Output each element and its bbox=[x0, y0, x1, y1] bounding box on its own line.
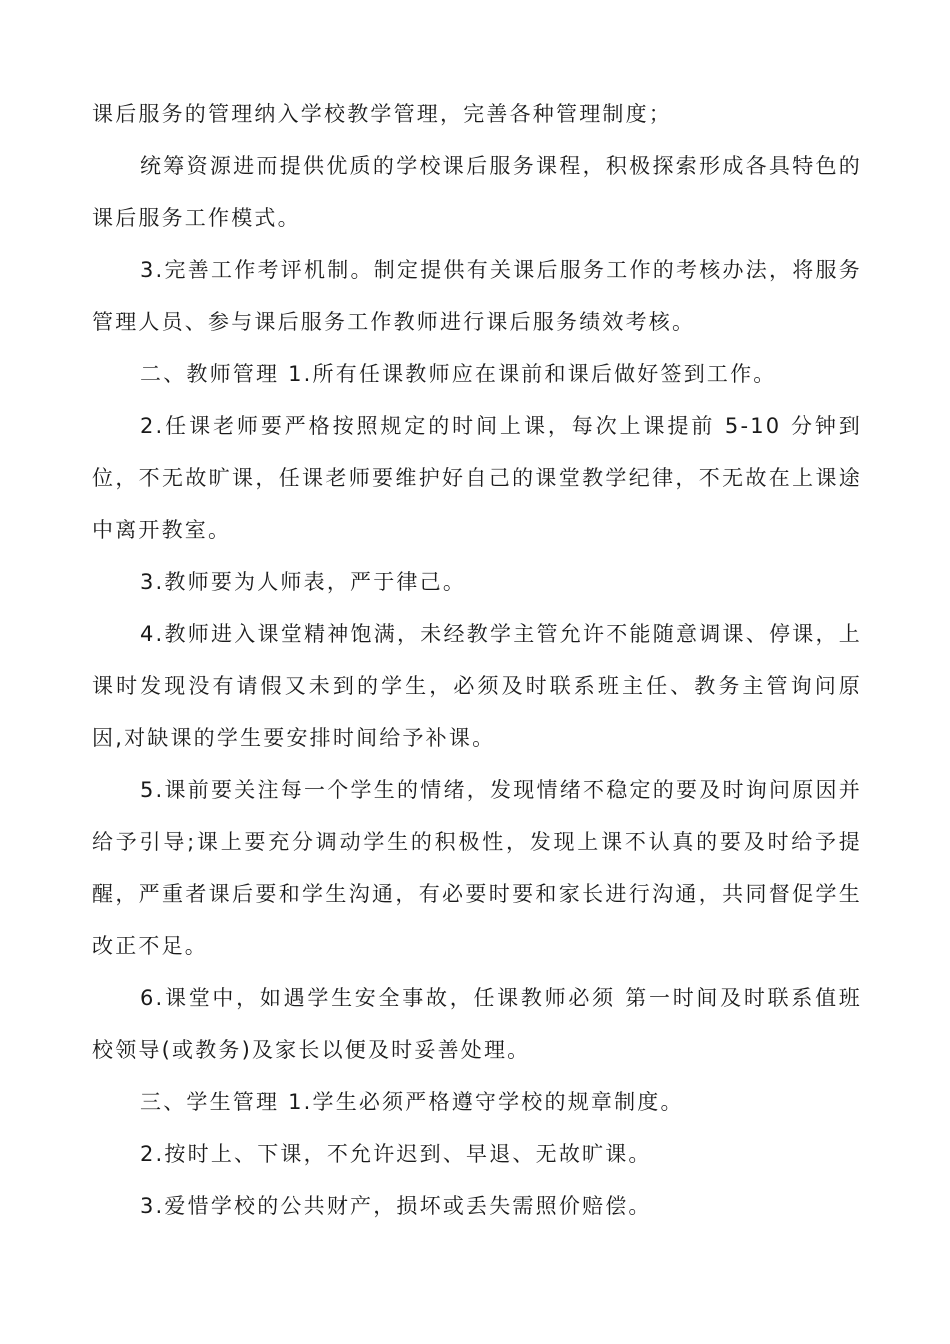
paragraph-evaluation: 3.完善工作考评机制。制定提供有关课后服务工作的考核办法，将服务管理人员、参与课后服务工作教师进行课后服务绩效考核。 bbox=[92, 258, 862, 334]
paragraph-continuation: 课后服务的管理纳入学校教学管理，完善各种管理制度； bbox=[92, 102, 672, 126]
paragraph-student-2: 2.按时上、下课，不允许迟到、早退、无故旷课。 bbox=[140, 1142, 652, 1166]
paragraph-resources: 统筹资源进而提供优质的学校课后服务课程，积极探索形成各具特色的课后服务工作模式。 bbox=[92, 154, 862, 230]
paragraph-teacher-2: 2.任课老师要严格按照规定的时间上课，每次上课提前 5-10 分钟到位，不无故旷课，任课老师要维护好自己的课堂教学纪律，不无故在上课途中离开教室。 bbox=[92, 414, 862, 542]
paragraph-teacher-6: 6.课堂中，如遇学生安全事故，任课教师必须 第一时间及时联系值班校领导(或教务)及家长以便及时妥善处理。 bbox=[92, 986, 862, 1062]
paragraph-teacher-5: 5.课前要关注每一个学生的情绪，发现情绪不稳定的要及时询问原因并给予引导;课上要充分调动学生的积极性，发现上课不认真的要及时给予提醒，严重者课后要和学生沟通，有必要时要和家长进行沟通，共同督促学生改正不足。 bbox=[92, 778, 862, 958]
document-body bbox=[92, 88, 862, 1232]
paragraph-teacher-4: 4.教师进入课堂精神饱满，未经教学主管允许不能随意调课、停课，上课时发现没有请假又未到的学生，必须及时联系班主任、教务主管询问原因,对缺课的学生要安排时间给予补课。 bbox=[92, 622, 862, 750]
section-heading-student-management: 三、学生管理 1.学生必须严格遵守学校的规章制度。 bbox=[140, 1090, 684, 1114]
paragraph-student-3: 3.爱惜学校的公共财产，损坏或丢失需照价赔偿。 bbox=[140, 1194, 652, 1218]
section-heading-teacher-management: 二、教师管理 1.所有任课教师应在课前和课后做好签到工作。 bbox=[140, 362, 777, 386]
paragraph-teacher-3: 3.教师要为人师表，严于律己。 bbox=[140, 570, 467, 594]
